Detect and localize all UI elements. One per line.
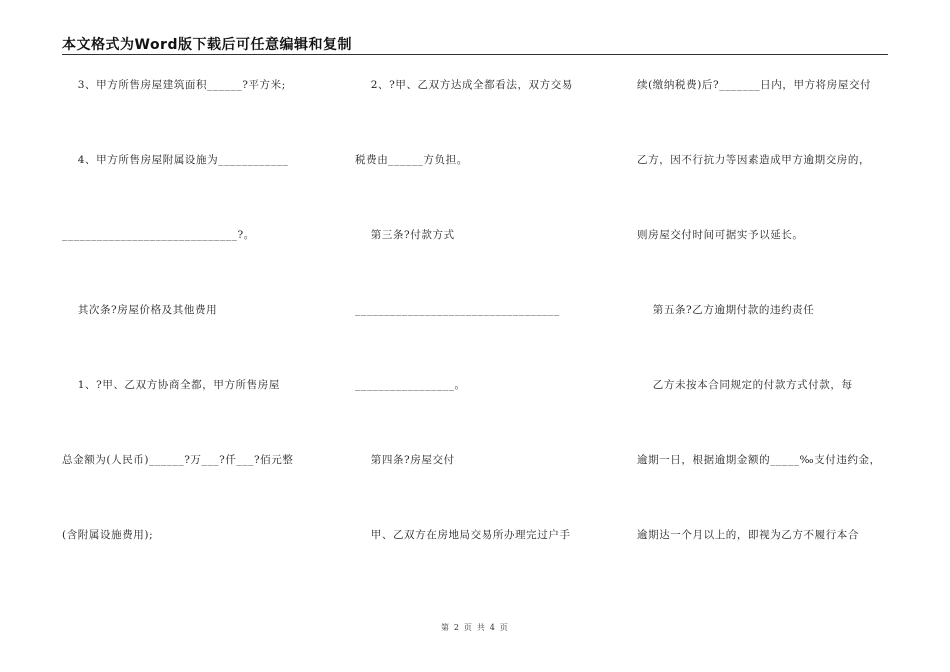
text-line: 甲、乙双方在房地局交易所办理完过户手 (355, 529, 571, 541)
text-column-1 (62, 0, 332, 672)
text-line: ___________________________________ (355, 304, 560, 316)
text-line: 逾期一日，根据逾期金额的_____‰支付违约金， (637, 454, 881, 466)
text-column-3 (637, 0, 895, 672)
text-line: 第三条?付款方式 (355, 229, 455, 241)
text-line: 乙方未按本合同规定的付款方式付款，每 (637, 379, 853, 391)
text-line: (含附属设施费用); (62, 529, 154, 541)
text-line: 2、?甲、乙双方达成全都看法，双方交易 (355, 79, 573, 91)
text-line: 第五条?乙方逾期付款的违约责任 (637, 304, 815, 316)
text-line: 4、甲方所售房屋附属设施为____________ (62, 154, 289, 166)
text-line: 续(缴纳税费)后?_______日内，甲方将房屋交付 (637, 79, 872, 91)
text-line: 则房屋交付时间可据实予以延长。 (637, 229, 804, 241)
text-line: ______________________________?。 (62, 229, 255, 241)
text-line: 税费由______方负担。 (355, 154, 468, 166)
page-number-footer: 第 2 页 共 4 页 (440, 623, 510, 632)
text-line: 3、甲方所售房屋建筑面积______?平方米; (62, 79, 286, 91)
document-header-title: 本文格式为Word版下载后可任意编辑和复制 (62, 37, 352, 53)
text-line: 第四条?房屋交付 (355, 454, 455, 466)
text-line: 1、?甲、乙双方协商全都，甲方所售房屋 (62, 379, 280, 391)
text-column-2 (355, 0, 613, 672)
text-line: 乙方，因不行抗力等因素造成甲方逾期交房的， (637, 154, 871, 166)
text-line: 其次条?房屋价格及其他费用 (62, 304, 218, 316)
text-line: 逾期达一个月以上的，即视为乙方不履行本合 (637, 529, 859, 541)
text-line: 总金额为(人民币)______?万___?仟___?佰元整 (62, 454, 294, 466)
text-line: _________________。 (355, 379, 466, 391)
